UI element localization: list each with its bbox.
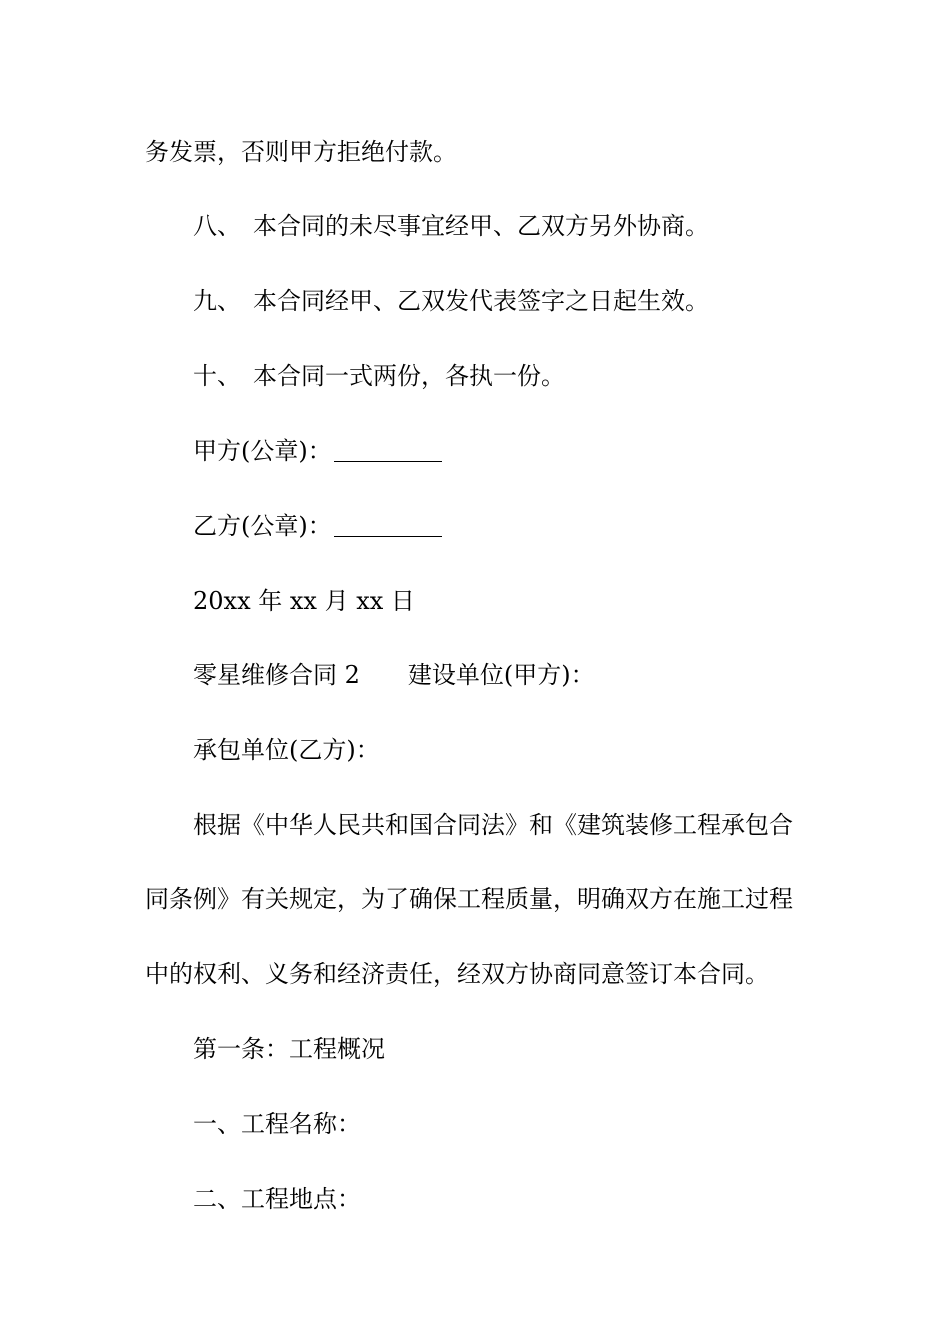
paragraph-line: 根据《中华人民共和国合同法》和《建筑装修工程承包合: [193, 811, 793, 839]
party-a-signature: [193, 435, 442, 467]
contract-title: 零星维修合同 2: [193, 661, 360, 689]
clause-8: [193, 210, 709, 242]
clause-number: 十、: [193, 362, 241, 390]
clause-9: [193, 285, 709, 317]
clause-text: 本合同经甲、乙双发代表签字之日起生效。: [253, 287, 709, 315]
clause-10: [193, 360, 565, 392]
clause-number: 八、: [193, 212, 241, 240]
clause-number: 九、: [193, 287, 241, 315]
text-line: 务发票，否则甲方拒绝付款。: [145, 138, 457, 166]
project-name-field: 一、工程名称：: [193, 1110, 361, 1138]
signature-blank: [334, 510, 442, 537]
party-b-label: 乙方(公章)：: [193, 512, 332, 540]
contractor-label: 承包单位(乙方)：: [193, 736, 380, 764]
contract-2-heading: [193, 659, 595, 691]
party-a-label: 甲方(公章)：: [193, 437, 332, 465]
clause-text: 本合同的未尽事宜经甲、乙双方另外协商。: [253, 212, 709, 240]
paragraph-line: 同条例》有关规定，为了确保工程质量，明确双方在施工过程: [145, 885, 793, 913]
article-heading: 第一条：工程概况: [193, 1035, 385, 1063]
project-location-field: 二、工程地点：: [193, 1185, 361, 1213]
party-b-signature: [193, 510, 442, 542]
date-line: 20xx 年 xx 月 xx 日: [193, 587, 415, 615]
builder-label: 建设单位(甲方)：: [407, 661, 595, 689]
clause-text: 本合同一式两份，各执一份。: [253, 362, 565, 390]
signature-blank: [334, 435, 442, 462]
paragraph-line: 中的权利、义务和经济责任，经双方协商同意签订本合同。: [145, 960, 769, 988]
